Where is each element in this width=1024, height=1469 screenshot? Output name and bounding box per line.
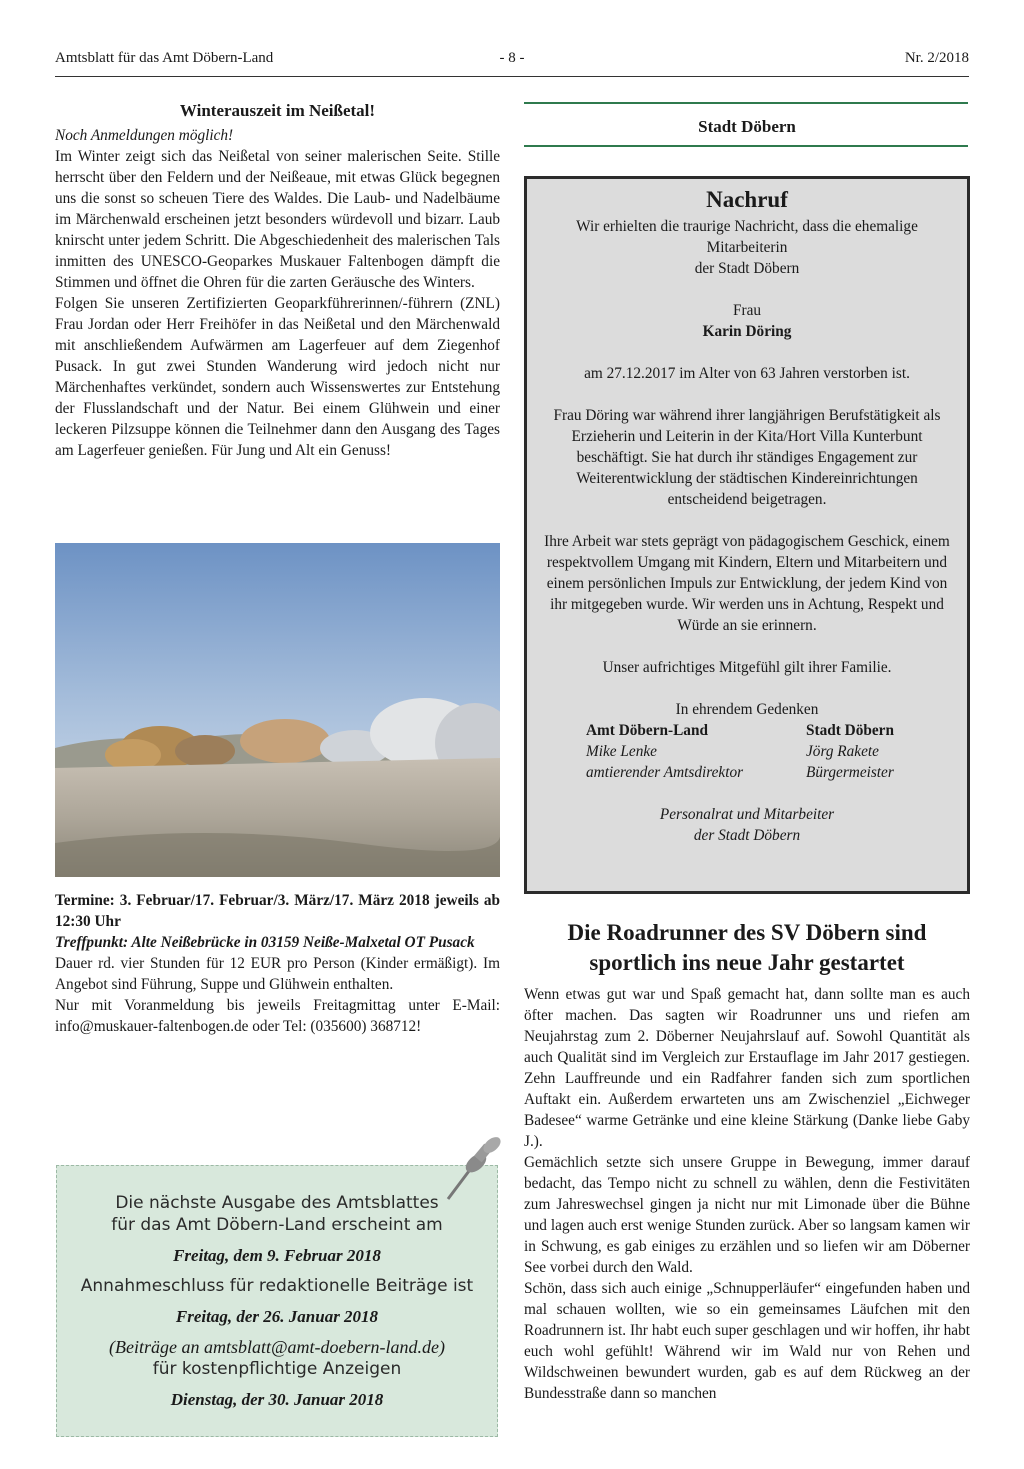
roadrunner-body xyxy=(524,984,970,1404)
header-issue: Nr. 2/2018 xyxy=(904,50,969,66)
obituary-footer-1: Personalrat und Mitarbeiter xyxy=(659,806,835,823)
notice-line-2: für das Amt Döbern-Land erscheint am xyxy=(111,1215,443,1235)
winter-dauer: Dauer rd. vier Stunden für 12 EUR pro Person (Kinder ermäßigt). Im Angebot sind Führung, Suppe und Glühwein enthalten. xyxy=(55,955,500,993)
notice-date-3: Dienstag, der 30. Januar 2018 xyxy=(170,1390,384,1409)
notice-date-2: Freitag, der 26. Januar 2018 xyxy=(175,1307,379,1326)
roadrunner-paragraph-3: Schön, dass sich auch einige „Schnupperläufer“ eingefunden haben und mal schauen wollten, wie so ein gemeinsames Läufchen mit den Roadrunnern ist. Ihr habt euch super geschlagen und wir hoffen, ihr habt euch wohl gefühlt! Während wir im Wald nur von Rehen und Wildschweinen bewundert wurden, gab es auf dem Rückweg an der Bundesstraße dann so manchen xyxy=(524,1280,970,1402)
winter-article xyxy=(55,101,500,461)
obituary-salutation: Frau xyxy=(732,302,762,319)
roadrunner-article xyxy=(524,918,970,1404)
signature-right-org: Stadt Döbern xyxy=(806,722,894,739)
signature-left-role: amtierender Amtsdirektor xyxy=(586,764,744,781)
obituary-intro-1: Wir erhielten die traurige Nachricht, dass die ehemalige xyxy=(576,218,918,235)
header-publication: Amtsblatt für das Amt Döbern-Land xyxy=(55,50,274,66)
winter-title: Winterauszeit im Neißetal! xyxy=(179,101,376,120)
obituary-memory: In ehrendem Gedenken xyxy=(675,701,819,718)
winter-details xyxy=(55,890,500,1037)
winter-termine: Termine: 3. Februar/17. Februar/3. März/17. März 2018 jeweils ab 12:30 Uhr xyxy=(55,892,500,930)
obituary-box xyxy=(524,176,970,894)
header-page-number: - 8 - xyxy=(499,50,525,66)
header-divider xyxy=(55,76,969,77)
signature-right-name: Jörg Rakete xyxy=(806,743,879,760)
section-rule-bottom xyxy=(524,145,968,147)
winter-landscape-photo xyxy=(55,543,500,877)
obituary-signatures xyxy=(586,720,908,783)
obituary-paragraph-1: Frau Döring war während ihrer langjährigen Berufstätigkeit als Erzieherin und Leiterin in der Kita/Hort Villa Kunterbunt beschäftigt. Sie hat durch ihr ständiges Engagement zur Weiterentwicklung der städtischen Kindereinrichtungen entscheidend beigetragen. xyxy=(553,407,941,508)
obituary-name: Karin Döring xyxy=(702,323,792,340)
notice-line-5: für kostenpflichtige Anzeigen xyxy=(152,1359,402,1379)
roadrunner-paragraph-1: Wenn etwas gut war und Spaß gemacht hat, dann sollte man es auch öfter machen. Das sagten wir Roadrunner uns und riefen am Neujahrstag zum 2. Döberner Neujahrslauf auf. Sowohl Quantität als auch Qualität sind im Vergleich zur Erstauflage im Jahr 2017 gestiegen. Zehn Lauffreunde und ein Radfahrer fanden sich zum sportlichen Auftakt ein. Außerdem erwarteten uns am Zwischenziel „Eichweger Badesee“ warme Getränke und eine kleine Stärkung (Danke liebe Gaby J.). xyxy=(524,986,970,1150)
winter-subtitle: Noch Anmeldungen möglich! xyxy=(55,127,234,144)
section-title: Stadt Döbern xyxy=(698,117,796,136)
signature-left-org: Amt Döbern-Land xyxy=(586,722,708,739)
next-issue-notice xyxy=(56,1165,498,1437)
winter-body xyxy=(55,125,500,461)
signature-right xyxy=(806,720,908,783)
obituary-condolence: Unser aufrichtiges Mitgefühl gilt ihrer Familie. xyxy=(602,659,892,676)
roadrunner-title-2: sportlich ins neue Jahr gestartet xyxy=(589,950,905,975)
notice-line-1: Die nächste Ausgabe des Amtsblattes xyxy=(115,1193,439,1213)
winter-paragraph-2: Folgen Sie unseren Zertifizierten Geoparkführerinnen/-führern (ZNL) Frau Jordan oder Herr Freihöfer in das Neißetal und den Märchenwald mit anschließendem Aufwärmen am Lagerfeuer auf dem Ziegenhof Pusack. In gut zwei Stunden Wanderung wird jedoch nicht nur Märchenhaftes verkündet, sondern auch Wissenswertes zur Entstehung der Flusslandschaft und der Natur. Bei einem Glühwein und einer leckeren Pilzsuppe können die Teilnehmer dann den Ausgang des Tages am Lagerfeuer genießen. Für Jung und Alt ein Genuss! xyxy=(55,295,500,459)
signature-left xyxy=(586,720,743,783)
notice-date-1: Freitag, dem 9. Februar 2018 xyxy=(173,1246,381,1265)
obituary-paragraph-2: Ihre Arbeit war stets geprägt von pädagogischem Geschick, einem respektvollem Umgang mit Kindern, Eltern und Mitarbeitern und einem persönlichen Impuls zur Entwicklung, der jedem Kind von ihr mitgegeben wurde. Wir werden uns in Achtung, Respekt und Würde an sie erinnern. xyxy=(544,533,950,634)
notice-line-3: Annahmeschluss für redaktionelle Beiträge ist xyxy=(80,1276,474,1296)
roadrunner-title-1: Die Roadrunner des SV Döbern sind xyxy=(567,920,927,945)
signature-right-role: Bürgermeister xyxy=(806,764,894,781)
obituary-footer-2: der Stadt Döbern xyxy=(693,827,801,844)
pushpin-icon xyxy=(440,1133,504,1205)
winter-paragraph-1: Im Winter zeigt sich das Neißetal von seiner malerischen Seite. Stille herrscht über den Feldern und der Neißeaue, mit etwas Glück begegnen uns die sonst so scheuen Tiere des Waldes. Die Laub- und Nadelbäume im Märchenwald erscheinen jetzt besonders würdevoll und bizarr. Laub knirscht unter jedem Schritt. Die Abgeschiedenheit des malerischen Tals inmitten des UNESCO-Geoparkes Muskauer Faltenbogen dämpft die Stimmen und öffnet die Ohren für die zarten Geräusche des Winters. xyxy=(55,148,500,291)
roadrunner-paragraph-2: Gemächlich setzte sich unsere Gruppe in Bewegung, immer darauf bedacht, das Tempo nicht zu schnell zu wählen, denn die Festivitäten zum Jahreswechsel gingen ja nicht nur mit Limonade über die Bühne und lagen auch erst wenige Stunden zurück. Aber so langsam kamen wir in Schwung, es gab einiges zu erzählen und so liefen wir am Döberner See vorbei durch den Wald. xyxy=(524,1154,970,1276)
notice-line-4: (Beiträge an amtsblatt@amt-doebern-land.de) xyxy=(109,1337,445,1357)
obituary-title: Nachruf xyxy=(706,187,788,212)
signature-left-name: Mike Lenke xyxy=(586,743,657,760)
winter-treffpunkt: Treffpunkt: Alte Neißebrücke in 03159 Neiße-Malxetal OT Pusack xyxy=(55,934,475,951)
obituary-intro-2: Mitarbeiterin xyxy=(706,239,788,256)
winter-anmeldung: Nur mit Voranmeldung bis jeweils Freitagmittag unter E-Mail: info@muskauer-faltenbogen.de oder Tel: (035600) 368712! xyxy=(55,997,500,1035)
obituary-died: am 27.12.2017 im Alter von 63 Jahren verstorben ist. xyxy=(584,365,910,382)
section-rule-top xyxy=(524,102,968,104)
obituary-intro-3: der Stadt Döbern xyxy=(694,260,800,277)
landscape-image xyxy=(55,543,500,877)
